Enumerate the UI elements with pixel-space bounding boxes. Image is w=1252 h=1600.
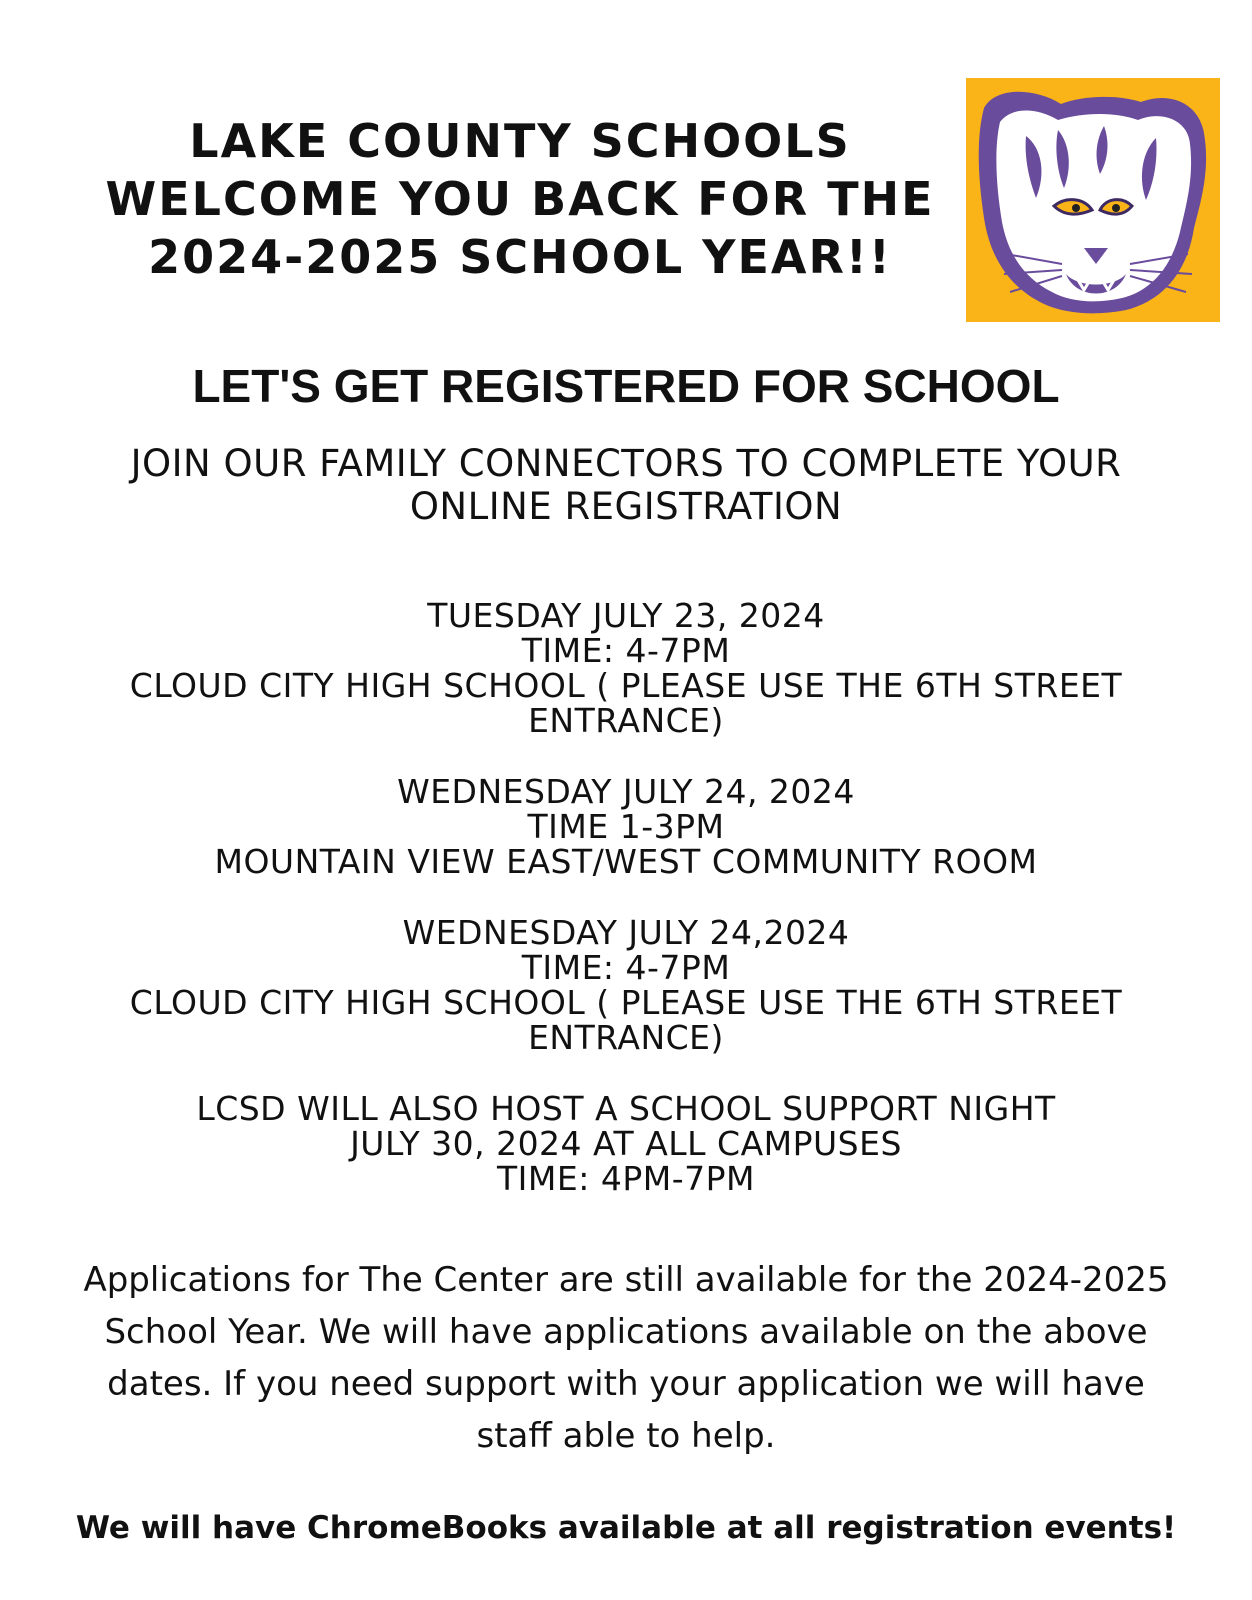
event-item	[60, 774, 1192, 879]
event-time: TIME: 4-7PM	[521, 631, 731, 670]
support-night-line-2: JULY 30, 2024 AT ALL CAMPUSES	[350, 1124, 902, 1163]
support-night-line-3: TIME: 4PM-7PM	[497, 1159, 755, 1198]
support-night-line-1: LCSD WILL ALSO HOST A SCHOOL SUPPORT NIGHT	[196, 1089, 1056, 1128]
event-date: WEDNESDAY JULY 24, 2024	[397, 772, 855, 811]
event-date: WEDNESDAY JULY 24,2024	[402, 913, 850, 952]
intro-line-2: ONLINE REGISTRATION	[409, 485, 843, 528]
event-location: CLOUD CITY HIGH SCHOOL ( PLEASE USE THE 6TH STREET	[129, 666, 1123, 705]
title-line-1: LAKE COUNTY SCHOOLS	[189, 114, 851, 168]
intro-line-1: JOIN OUR FAMILY CONNECTORS TO COMPLETE YOUR	[130, 442, 1122, 485]
event-item	[60, 915, 1192, 1055]
event-item	[60, 598, 1192, 738]
event-date: TUESDAY JULY 23, 2024	[427, 596, 825, 635]
support-night	[60, 1091, 1192, 1196]
title-line-2: WELCOME YOU BACK FOR THE	[105, 172, 935, 226]
panther-mascot-icon	[966, 78, 1220, 322]
event-time: TIME 1-3PM	[527, 807, 725, 846]
chromebooks-notice: We will have ChromeBooks available at all registration events!	[75, 1510, 1177, 1546]
title-line-3: 2024-2025 SCHOOL YEAR!!	[148, 230, 892, 284]
registration-heading: LET'S GET REGISTERED FOR SCHOOL	[192, 360, 1060, 412]
intro-text	[60, 442, 1192, 528]
event-location-cont: ENTRANCE)	[528, 1018, 724, 1057]
event-list	[60, 598, 1192, 1196]
event-location: CLOUD CITY HIGH SCHOOL ( PLEASE USE THE 6TH STREET	[129, 983, 1123, 1022]
page-title	[90, 112, 950, 286]
event-location-cont: ENTRANCE)	[528, 701, 724, 740]
event-location: MOUNTAIN VIEW EAST/WEST COMMUNITY ROOM	[214, 842, 1038, 881]
panther-logo-graphic	[966, 78, 1220, 322]
event-time: TIME: 4-7PM	[521, 948, 731, 987]
applications-paragraph: Applications for The Center are still available for the 2024-2025 School Year. We will have applications available on the above dates. If you need support with your application we will have staff able to help.	[83, 1260, 1169, 1456]
